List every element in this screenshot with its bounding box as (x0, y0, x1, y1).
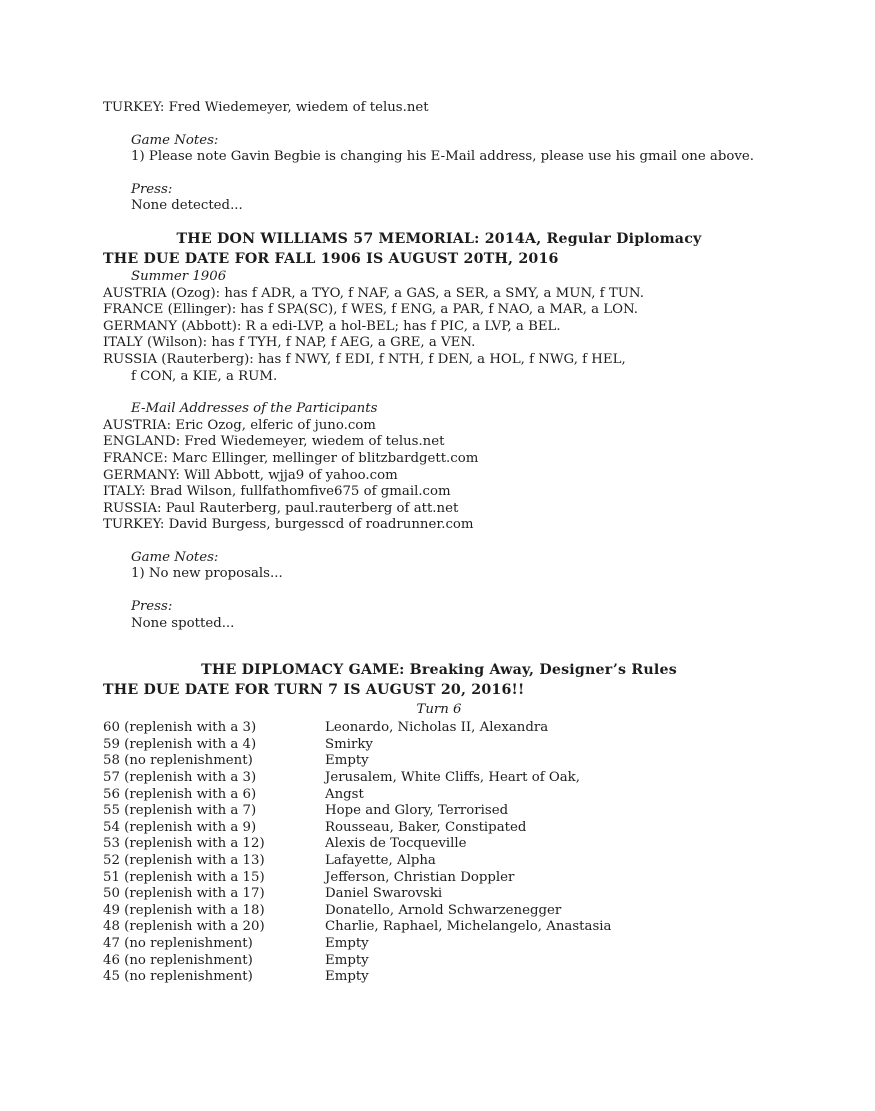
row-position-cell: 47 (no replenishment) (103, 935, 253, 951)
row-position-cell: 46 (no replenishment) (103, 952, 253, 968)
press-status: None detected... (131, 198, 243, 214)
row-riders-cell: Charlie, Raphael, Michelangelo, Anastasia (325, 919, 612, 935)
email-line: FRANCE: Marc Ellinger, mellinger of blitzbardgett.com (103, 450, 479, 466)
game-notes-block-top (131, 133, 775, 166)
game-section-don-williams (103, 229, 775, 632)
due-date-line: THE DUE DATE FOR FALL 1906 IS AUGUST 20TH, 2016 (103, 250, 559, 267)
row-riders-cell: Jefferson, Christian Doppler (325, 869, 515, 885)
row-position-cell: 57 (replenish with a 3) (103, 770, 257, 786)
row-riders-cell: Rousseau, Baker, Constipated (325, 819, 527, 835)
unit-position-line: AUSTRIA (Ozog): has f ADR, a TYO, f NAF, a GAS, a SER, a SMY, a MUN, f TUN. (103, 285, 644, 301)
row-position-cell: 48 (replenish with a 20) (103, 919, 265, 935)
game-title: THE DON WILLIAMS 57 MEMORIAL: 2014A, Regular Diplomacy (176, 230, 702, 247)
press-heading: Press: (131, 599, 173, 615)
row-riders-cell: Lafayette, Alpha (325, 853, 436, 868)
row-position-cell: 58 (no replenishment) (103, 753, 253, 769)
turn-label: Turn 6 (416, 702, 462, 718)
game-section-breaking-away (103, 660, 775, 986)
row-riders-cell: Hope and Glory, Terrorised (325, 803, 509, 819)
row-riders-cell: Empty (325, 753, 369, 769)
email-line: TURKEY: David Burgess, burgesscd of roadrunner.com (103, 517, 474, 533)
row-riders-cell: Empty (325, 969, 369, 985)
unit-position-line: FRANCE (Ellinger): has f SPA(SC), f WES, f ENG, a PAR, f NAO, a MAR, a LON. (103, 302, 639, 318)
game-notes-heading: Game Notes: (131, 549, 219, 565)
game-note-item: 1) Please note Gavin Begbie is changing his E-Mail address, please use his gmail one above. (131, 149, 754, 165)
email-addresses-heading: E-Mail Addresses of the Participants (131, 401, 378, 417)
turkey-contact-line: TURKEY: Fred Wiedemeyer, wiedem of telus.net (103, 100, 429, 115)
press-status: None spotted... (131, 615, 235, 631)
season-label: Summer 1906 (131, 268, 227, 284)
due-date-line: THE DUE DATE FOR TURN 7 IS AUGUST 20, 2016!! (103, 682, 525, 699)
game-note-item: 1) No new proposals... (131, 566, 283, 582)
game-notes-heading: Game Notes: (131, 132, 219, 148)
row-position-cell: 45 (no replenishment) (103, 969, 253, 985)
row-position-cell: 54 (replenish with a 9) (103, 819, 257, 835)
row-riders-cell: Jerusalem, White Cliffs, Heart of Oak, (325, 770, 580, 786)
row-position-cell: 60 (replenish with a 3) (103, 720, 257, 736)
unit-position-line: RUSSIA (Rauterberg): has f NWY, f EDI, f NTH, f DEN, a HOL, f NWG, f HEL, (103, 351, 626, 367)
row-riders-cell: Daniel Swarovski (325, 886, 443, 902)
row-riders-cell: Leonardo, Nicholas II, Alexandra (325, 720, 549, 736)
row-position-cell: 52 (replenish with a 13) (103, 853, 265, 868)
press-block-dw (131, 599, 775, 632)
row-position-cell: 55 (replenish with a 7) (103, 803, 257, 819)
row-riders-cell: Empty (325, 952, 369, 968)
row-position-cell: 49 (replenish with a 18) (103, 902, 265, 918)
row-riders-cell: Smirky (325, 736, 373, 752)
unit-position-line: ITALY (Wilson): has f TYH, f NAP, f AEG, a GRE, a VEN. (103, 335, 476, 351)
row-riders-cell: Donatello, Arnold Schwarzenegger (325, 902, 562, 918)
row-position-cell: 59 (replenish with a 4) (103, 736, 257, 752)
email-line: AUSTRIA: Eric Ozog, elferic of juno.com (103, 417, 376, 433)
row-riders-cell: Angst (325, 786, 364, 802)
press-block-top (131, 182, 775, 215)
unit-position-continuation: f CON, a KIE, a RUM. (131, 368, 278, 384)
game-notes-block-dw (131, 550, 775, 583)
unit-position-line: GERMANY (Abbott): R a edi-LVP, a hol-BEL; has f PIC, a LVP, a BEL. (103, 318, 561, 334)
email-line: ENGLAND: Fred Wiedemeyer, wiedem of telus.net (103, 434, 445, 450)
email-line: GERMANY: Will Abbott, wjja9 of yahoo.com (103, 467, 398, 483)
row-riders-cell: Alexis de Tocqueville (325, 836, 467, 852)
row-position-cell: 50 (replenish with a 17) (103, 886, 265, 902)
press-heading: Press: (131, 181, 173, 197)
row-position-cell: 51 (replenish with a 15) (103, 869, 265, 885)
email-line: ITALY: Brad Wilson, fullfathomfive675 of gmail.com (103, 484, 451, 500)
row-position-cell: 56 (replenish with a 6) (103, 786, 257, 802)
email-line: RUSSIA: Paul Rauterberg, paul.rauterberg of att.net (103, 500, 459, 516)
row-riders-cell: Empty (325, 935, 369, 951)
breaking-away-table (103, 720, 775, 986)
row-position-cell: 53 (replenish with a 12) (103, 836, 265, 852)
game-title: THE DIPLOMACY GAME: Breaking Away, Designer’s Rules (201, 662, 677, 679)
